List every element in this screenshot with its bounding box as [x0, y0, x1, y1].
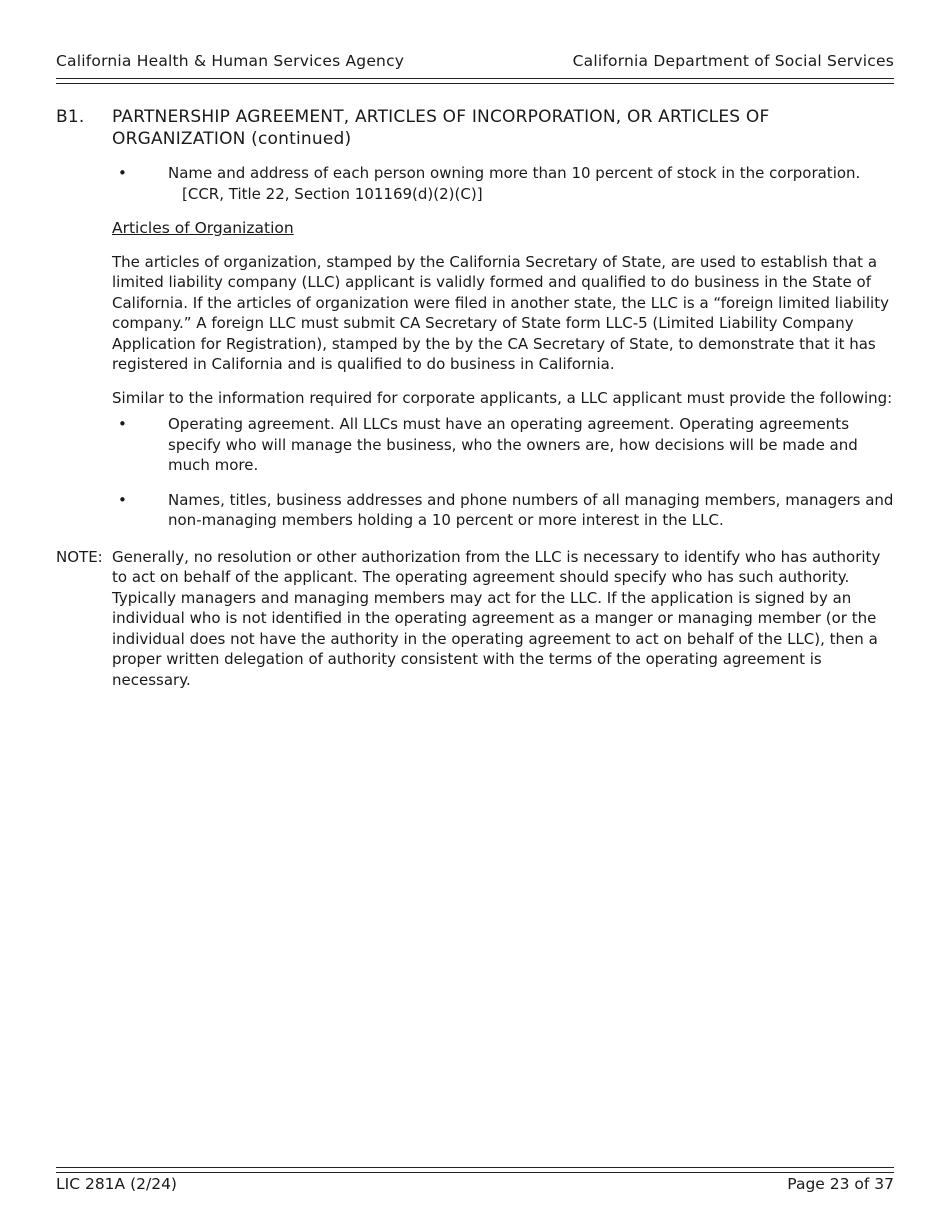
note-text: Generally, no resolution or other authorization from the LLC is necessary to identify who has authority to act on behalf of the applicant. The operating agreement should specify who has such authority. Typically managers and managing members may act for the LLC. If the application is signed by an individual who is not identified in the operating agreement as a manger or managing member (or the individual does not have the authority in the operating agreement to act on behalf of the LLC), then a proper written delegation of authority consistent with the terms of the operating agreement is necessary. [112, 547, 881, 689]
section-number: B1. [56, 107, 85, 127]
header-department: California Department of Social Services [572, 52, 894, 70]
bullet-icon: • [118, 164, 127, 182]
subsection-heading: Articles of Organization [112, 219, 294, 237]
header-divider [56, 78, 894, 84]
section-heading [56, 106, 894, 150]
list-item [112, 490, 894, 531]
bullet-icon: • [118, 490, 127, 509]
bullet-icon: • [118, 415, 127, 433]
main-content [56, 106, 894, 690]
note-label: NOTE: [56, 547, 103, 566]
section-title: PARTNERSHIP AGREEMENT, ARTICLES OF INCORPORATION, OR ARTICLES OF ORGANIZATION (continued) [112, 107, 770, 149]
footer-divider [56, 1167, 894, 1173]
header-agency: California Health & Human Services Agency [56, 52, 405, 70]
list-item [112, 414, 894, 476]
bullet-text: Name and address of each person owning more than 10 percent of stock in the corporation. [168, 164, 861, 182]
citation: [CCR, Title 22, Section 101169(d)(2)(C)] [182, 184, 483, 203]
list-item [112, 163, 894, 204]
paragraph-articles: The articles of organization, stamped by the California Secretary of State, are used to establish that a limited liability company (LLC) applicant is validly formed and qualified to do business in the State of California. If the articles of organization were filed in another state, the LLC is a “foreign limited liability company.” A foreign LLC must submit CA Secretary of State form LLC-5 (Limited Liability Company Application for Registration), stamped by the by the CA Secretary of State, to demonstrate that it has registered in California and is qualified to do business in California. [112, 252, 889, 373]
form-number: LIC 281A (2/24) [56, 1175, 177, 1193]
page-footer [56, 1175, 894, 1193]
paragraph-requirements: Similar to the information required for corporate applicants, a LLC applicant must provide the following: [112, 388, 893, 407]
bullet-text: Names, titles, business addresses and phone numbers of all managing members, managers and non-managing members holding a 10 percent or more interest in the LLC. [168, 490, 894, 529]
page-header [56, 52, 894, 70]
bullet-text: Operating agreement. All LLCs must have an operating agreement. Operating agreements specify who will manage the business, who the owners are, how decisions will be made and much more. [168, 415, 858, 474]
note [56, 547, 894, 691]
page-number: Page 23 of 37 [787, 1175, 894, 1193]
